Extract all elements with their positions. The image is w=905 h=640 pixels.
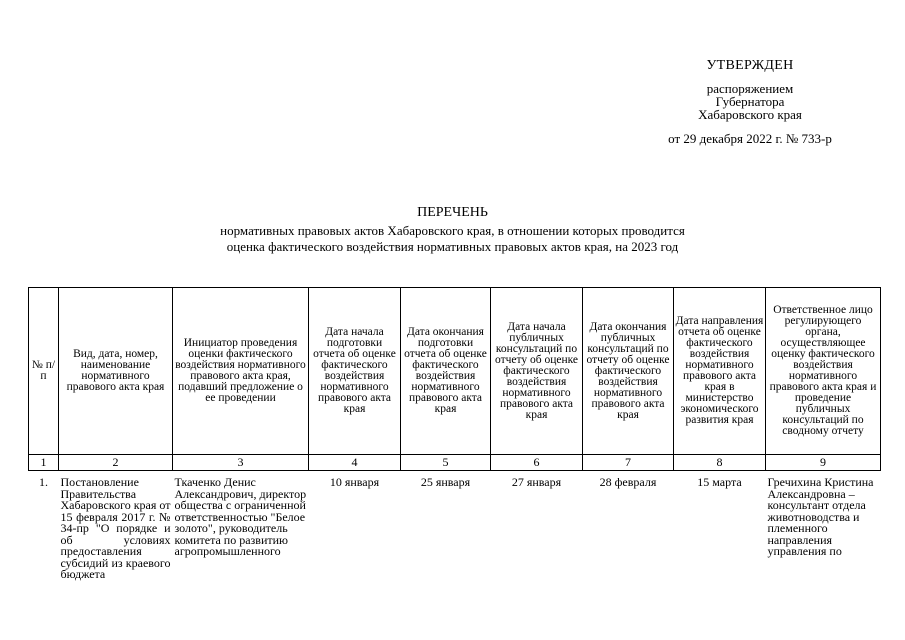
table-header-row [29, 288, 881, 455]
header-cell-number: № п/п [29, 288, 59, 455]
row-prep-end: 25 января [420, 475, 471, 489]
column-number: 6 [491, 455, 583, 471]
header-cell-act: Вид, дата, номер, наименование нормативного правового акта края [59, 288, 173, 455]
column-number: 8 [674, 455, 766, 471]
header-cell-prep-start: Дата начала подготовки отчета об оценке фактического воздействия нормативного правового акта края [309, 288, 401, 455]
column-number: 5 [401, 455, 491, 471]
column-number-row [29, 455, 881, 471]
row-number: 1. [39, 475, 48, 489]
approval-date: от 29 декабря 2022 г. № 733-р [668, 131, 832, 146]
table-row [29, 477, 881, 585]
column-number: 3 [173, 455, 309, 471]
column-number: 4 [309, 455, 401, 471]
header-cell-consult-end: Дата окончания публичных консультаций по отчету об оценке фактического воздействия нормативного правового акта края [583, 288, 674, 455]
document-title: ПЕРЕЧЕНЬ [417, 205, 488, 220]
row-responsible: Гречихина Кристина Александровна – консультант отдела животноводства и племенного направления управления по [767, 475, 874, 558]
row-initiator: Ткаченко Денис Александрович, директор общества с ограниченной ответственностью "Белое золото", руководитель комитета по развитию агропромышленного [174, 475, 307, 558]
column-number: 1 [29, 455, 59, 471]
document-subtitle-line: оценка фактического воздействия нормативных правовых актов края, на 2023 год [226, 239, 679, 254]
header-cell-initiator: Инициатор проведения оценки фактического воздействия нормативного правового акта края, подавший предложение о ее проведении [173, 288, 309, 455]
row-sent: 15 марта [697, 475, 742, 489]
column-number: 7 [583, 455, 674, 471]
document-heading [0, 205, 905, 253]
header-cell-responsible: Ответственное лицо регулирующего органа, осуществляющее оценку фактического воздействия нормативного правового акта края и проведение публичных консультаций по сводному отчету [766, 288, 881, 455]
acts-table [28, 287, 881, 585]
column-number: 2 [59, 455, 173, 471]
approval-line: Хабаровского края [698, 107, 802, 122]
approval-title: УТВЕРЖДЕН [706, 58, 794, 73]
row-act: Постановление Правительства Хабаровского края от 15 февраля 2017 г. № 34-пр "О порядке и об условиях предоставления субсидий из краевого бюджета [60, 475, 171, 581]
header-cell-prep-end: Дата окончания подготовки отчета об оценке фактического воздействия нормативного правового акта края [401, 288, 491, 455]
approval-line: распоряжением [706, 81, 794, 96]
column-number: 9 [766, 455, 881, 471]
document-subtitle-line: нормативных правовых актов Хабаровского края, в отношении которых проводится [220, 223, 685, 238]
header-cell-sent: Дата направления отчета об оценке фактического воздействия нормативного правового акта края в министерство экономического развития края [674, 288, 766, 455]
row-consult-start: 27 января [511, 475, 562, 489]
row-consult-end: 28 февраля [599, 475, 657, 489]
approval-block [600, 58, 900, 147]
approval-line: Губернатора [715, 94, 785, 109]
row-prep-start: 10 января [329, 475, 380, 489]
header-cell-consult-start: Дата начала публичных консультаций по отчету об оценке фактического воздействия нормативного правового акта края [491, 288, 583, 455]
